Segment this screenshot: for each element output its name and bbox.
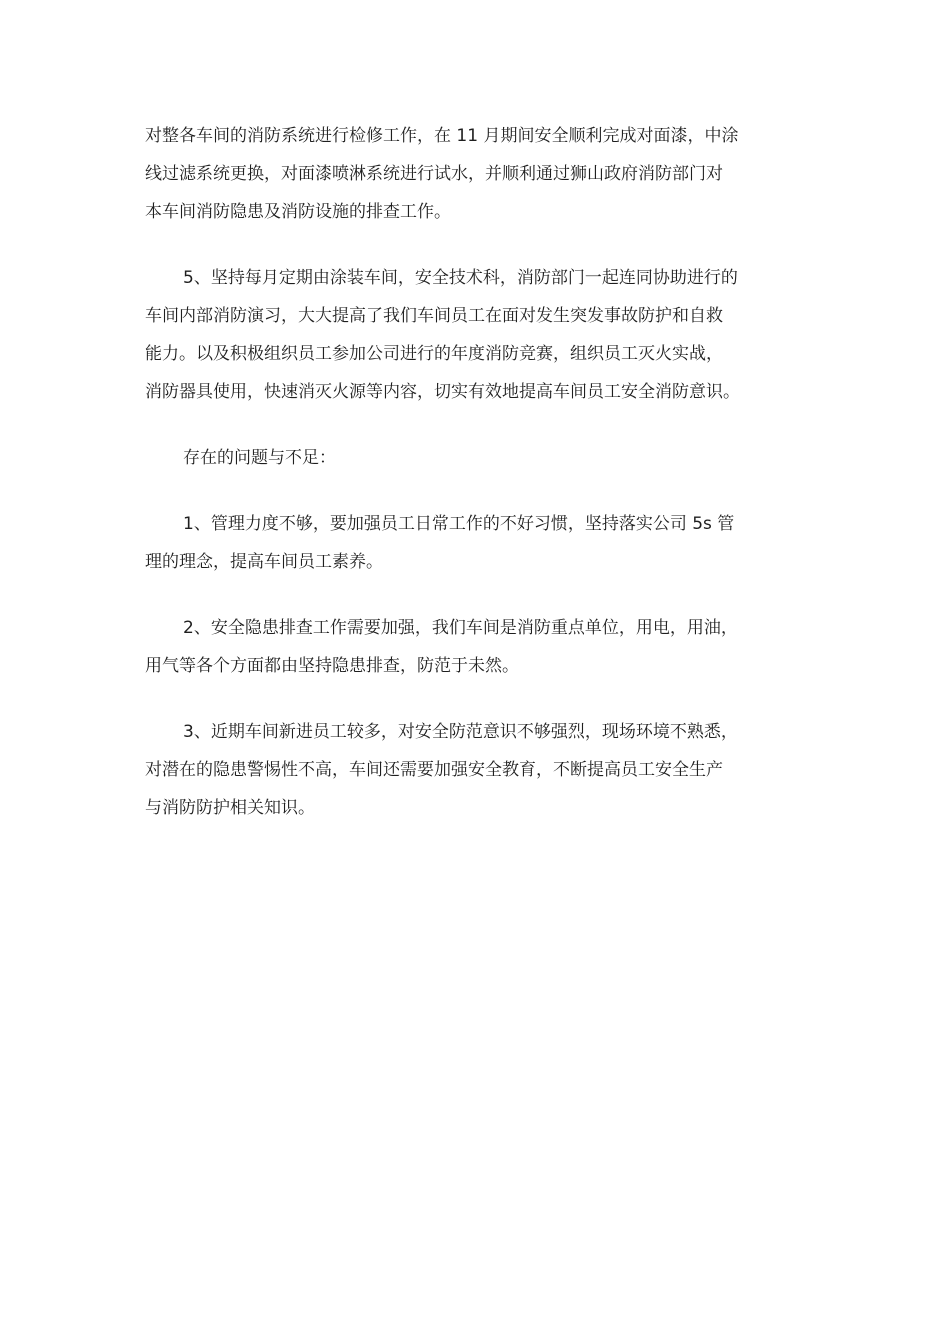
paragraph-problem-2 [145, 609, 810, 685]
text-line: 5、坚持每月定期由涂装车间，安全技术科，消防部门一起连同协助进行的 [183, 268, 738, 288]
paragraph-gap [145, 685, 810, 713]
paragraph-fire-system-maintenance [145, 117, 810, 231]
text-line: 对潜在的隐患警惕性不高，车间还需要加强安全教育，不断提高员工安全生产 [145, 760, 723, 780]
section-heading-problems [145, 439, 810, 477]
text-line: 理的理念，提高车间员工素养。 [145, 552, 383, 572]
text-line: 存在的问题与不足： [183, 448, 336, 468]
text-line: 2、安全隐患排查工作需要加强，我们车间是消防重点单位，用电，用油， [183, 618, 738, 638]
paragraph-gap [145, 581, 810, 609]
text-line: 线过滤系统更换，对面漆喷淋系统进行试水，并顺利通过狮山政府消防部门对 [145, 164, 723, 184]
text-line: 对整各车间的消防系统进行检修工作，在 11 月期间安全顺利完成对面漆，中涂 [145, 126, 739, 146]
paragraph-problem-1 [145, 505, 810, 581]
text-line: 3、近期车间新进员工较多，对安全防范意识不够强烈，现场环境不熟悉， [183, 722, 738, 742]
text-line: 与消防防护相关知识。 [145, 798, 315, 818]
paragraph-gap [145, 411, 810, 439]
text-line: 车间内部消防演习，大大提高了我们车间员工在面对发生突发事故防护和自救 [145, 306, 723, 326]
text-line: 本车间消防隐患及消防设施的排查工作。 [145, 202, 451, 222]
document-body [145, 117, 810, 827]
text-line: 消防器具使用，快速消灭火源等内容，切实有效地提高车间员工安全消防意识。 [145, 382, 740, 402]
paragraph-item-5-fire-drill [145, 259, 810, 411]
paragraph-gap [145, 231, 810, 259]
paragraph-problem-3 [145, 713, 810, 827]
paragraph-gap [145, 477, 810, 505]
text-line: 用气等各个方面都由坚持隐患排查，防范于未然。 [145, 656, 519, 676]
text-line: 1、管理力度不够，要加强员工日常工作的不好习惯，坚持落实公司 5s 管 [183, 514, 735, 534]
text-line: 能力。以及积极组织员工参加公司进行的年度消防竞赛，组织员工灭火实战， [145, 344, 723, 364]
